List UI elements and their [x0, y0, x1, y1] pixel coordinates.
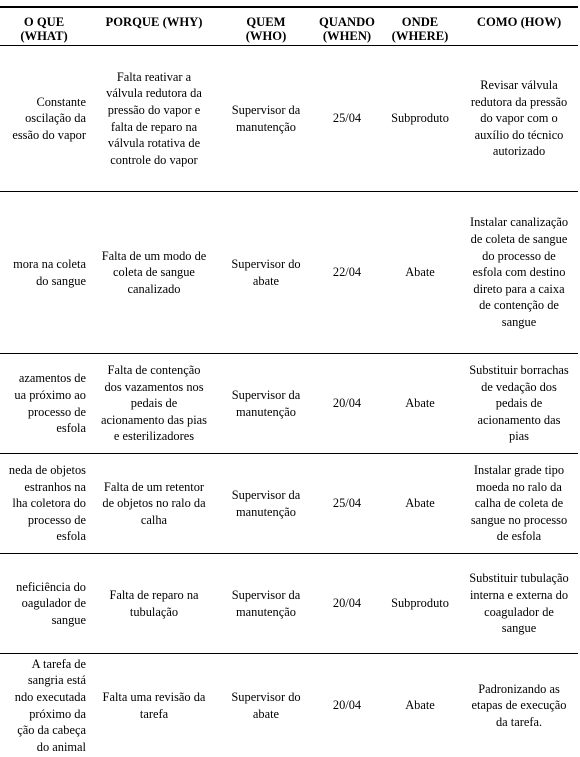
cell-when: 22/04	[332, 265, 362, 280]
cell-why: Falta de reparo na tubulação	[109, 587, 199, 619]
cell-when: 20/04	[332, 596, 362, 611]
cell-why: Falta de um retentor de objetos no ralo da calha	[102, 479, 206, 527]
cell-who: Supervisor da manutenção	[231, 587, 301, 619]
cell-who: Supervisor do abate	[231, 256, 301, 288]
header-how: COMO (HOW)	[476, 15, 562, 29]
cell-what: azamentos de ua próximo ao processo de esfola	[14, 371, 86, 436]
header-what: O QUE (WHAT)	[20, 15, 68, 43]
cell-what: Constante oscilação da essão do vapor	[12, 94, 86, 142]
cell-who: Supervisor do abate	[231, 689, 301, 721]
cell-how: Substituir borrachas de vedação dos pedais de acionamento das pias	[469, 363, 569, 444]
cell-when: 25/04	[332, 496, 362, 511]
cell-what: A tarefa de sangria está ndo executada próximo da ção da cabeça do animal	[14, 656, 86, 754]
header-why: PORQUE (WHY)	[105, 15, 203, 29]
header-who: QUEM (WHO)	[245, 15, 287, 43]
cell-when: 25/04	[332, 111, 362, 126]
cell-where: Subproduto	[391, 596, 449, 611]
cell-why: Falta de contenção dos vazamentos nos pedais de acionamento das pias e esterilizadores	[101, 363, 207, 444]
cell-where: Subproduto	[391, 111, 449, 126]
cell-how: Instalar canalização de coleta de sangue do processo de esfola com destino direto para a caixa de contenção de sangue	[469, 215, 569, 329]
header-when: QUANDO (WHEN)	[319, 15, 375, 43]
cell-where: Abate	[405, 698, 435, 713]
cell-why: Falta reativar a válvula redutora da pressão do vapor e falta de reparo na válvula rotativa de controle do vapor	[106, 69, 202, 167]
cell-how: Revisar válvula redutora da pressão do vapor com o auxílio do técnico autorizado	[470, 78, 568, 159]
cell-who: Supervisor da manutenção	[231, 487, 301, 519]
cell-how: Substituir tubulação interna e externa do coagulador de sangue	[469, 571, 569, 636]
cell-how: Instalar grade tipo moeda no ralo da calha de coleta de sangue no processo de esfola	[470, 463, 568, 544]
cell-when: 20/04	[332, 698, 362, 713]
cell-what: mora na coleta do sangue	[13, 256, 86, 288]
cell-how: Padronizando as etapas de execução da tarefa.	[471, 681, 567, 729]
cell-why: Falta de um modo de coleta de sangue canalizado	[101, 248, 207, 296]
header-where: ONDE (WHERE)	[391, 15, 449, 43]
cell-where: Abate	[405, 265, 435, 280]
cell-what: neda de objetos estranhos na lha coletora do processo de esfola	[8, 463, 86, 544]
cell-where: Abate	[405, 396, 435, 411]
cell-what: neficiência do oagulador de sangue	[16, 579, 86, 627]
cell-who: Supervisor da manutenção	[231, 387, 301, 419]
cell-when: 20/04	[332, 396, 362, 411]
cell-where: Abate	[405, 496, 435, 511]
cell-why: Falta uma revisão da tarefa	[102, 689, 206, 721]
cell-who: Supervisor da manutenção	[231, 102, 301, 134]
